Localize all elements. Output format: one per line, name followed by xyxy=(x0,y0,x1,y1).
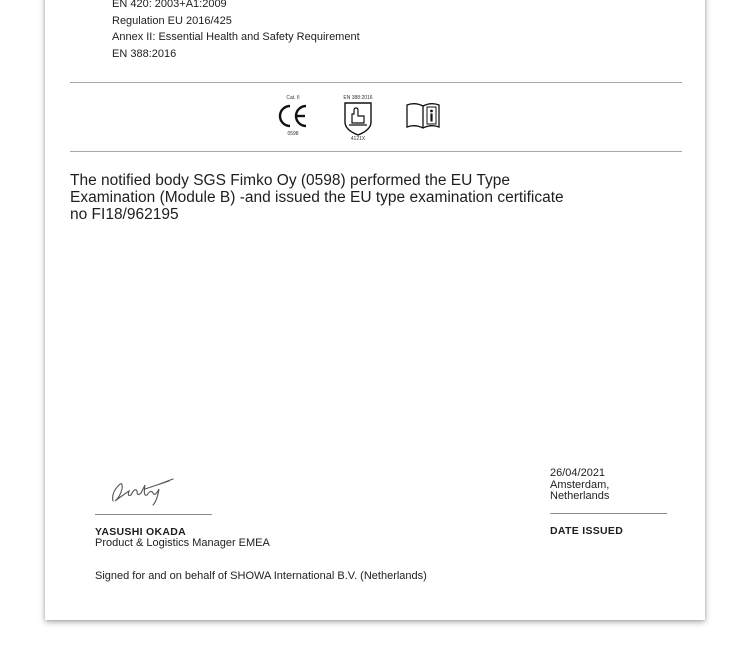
ce-mark-block xyxy=(273,95,313,137)
read-instructions-book-icon xyxy=(405,101,441,131)
certificate-page xyxy=(45,0,705,620)
ce-notified-body-number: 0598 xyxy=(287,131,299,137)
en388-performance-code: 4121X xyxy=(350,136,366,142)
en388-standard-label: EN 388:2016 xyxy=(343,95,373,101)
standard-item: EN 388:2016 xyxy=(112,47,177,60)
signatory-title: Product & Logistics Manager EMEA xyxy=(95,537,270,549)
issue-city: Amsterdam, xyxy=(550,478,610,491)
ce-mark-icon xyxy=(273,101,313,131)
signature-image xyxy=(107,475,177,507)
standard-item: Regulation EU 2016/425 xyxy=(112,14,232,27)
signatory-name: YASUSHI OKADA xyxy=(95,526,187,538)
footer-signed-on-behalf: Signed for and on behalf of SHOWA International B.V. (Netherlands) xyxy=(95,570,427,582)
standard-item: Annex II: Essential Health and Safety Requirement xyxy=(112,31,360,43)
issue-date: 26/04/2021 xyxy=(550,467,606,479)
signature-line xyxy=(95,514,212,515)
ce-category-label: Cat. II xyxy=(286,95,300,101)
date-line xyxy=(550,513,667,514)
notified-body-statement: The notified body SGS Fimko Oy (0598) performed the EU Type Examination (Module B) -and issued the EU type examination certificate no FI18/962195 xyxy=(70,172,564,223)
date-issued-label: DATE ISSUED xyxy=(550,525,624,537)
issue-country: Netherlands xyxy=(550,490,610,502)
standard-item: EN 420: 2003+A1:2009 xyxy=(112,0,227,10)
divider-bottom xyxy=(70,151,682,152)
standards-list xyxy=(112,0,360,62)
divider-top xyxy=(70,82,682,83)
protective-glove-shield-icon xyxy=(338,101,378,136)
en388-mark-block xyxy=(338,95,378,142)
issue-location-block xyxy=(550,468,609,503)
